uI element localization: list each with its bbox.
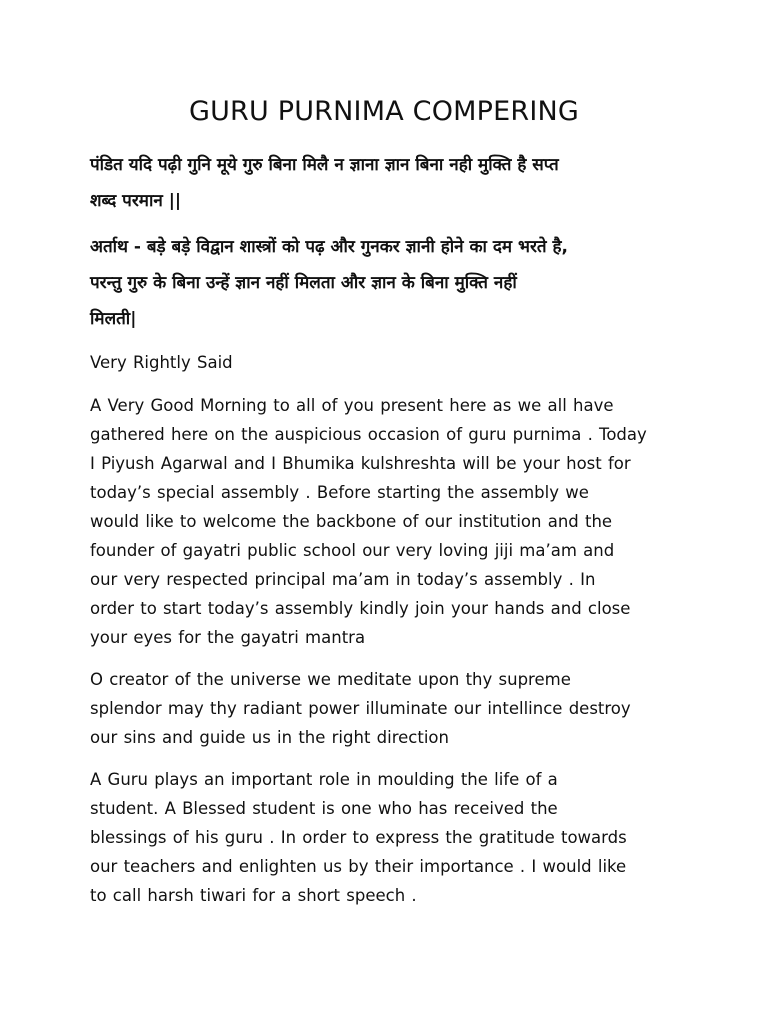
mantra-meaning-paragraph xyxy=(90,665,690,752)
paragraph-line: Very Rightly Said xyxy=(90,353,233,372)
guru-role-paragraph xyxy=(90,765,690,910)
paragraph-line: our sins and guide us in the right direction xyxy=(90,728,449,747)
paragraph-line: blessings of his guru . In order to express the gratitude towards xyxy=(90,828,627,847)
paragraph-line: would like to welcome the backbone of our institution and the xyxy=(90,512,613,531)
paragraph-line: I Piyush Agarwal and I Bhumika kulshreshta will be your host for xyxy=(90,454,631,473)
paragraph-line: to call harsh tiwari for a short speech . xyxy=(90,886,417,905)
paragraph-line: order to start today’s assembly kindly join your hands and close xyxy=(90,599,631,618)
hindi-meaning-paragraph xyxy=(90,229,690,337)
hindi-verse-paragraph xyxy=(90,147,690,219)
paragraph-line: शब्द परमान || xyxy=(90,191,182,211)
paragraph-line: our very respected principal ma’am in today’s assembly . In xyxy=(90,570,596,589)
welcome-paragraph xyxy=(90,391,690,652)
paragraph-line: परन्तु गुरु के बिना उन्हें ज्ञान नहीं मिलता और ज्ञान के बिना मुक्ति नहीं xyxy=(90,273,517,293)
paragraph-line: student. A Blessed student is one who has received the xyxy=(90,799,558,818)
paragraph-line: splendor may thy radiant power illuminate our intellince destroy xyxy=(90,699,631,718)
remark-paragraph xyxy=(90,348,690,377)
paragraph-line: founder of gayatri public school our very loving jiji ma’am and xyxy=(90,541,615,560)
paragraph-line: A Guru plays an important role in moulding the life of a xyxy=(90,770,558,789)
paragraph-line: today’s special assembly . Before starting the assembly we xyxy=(90,483,589,502)
paragraph-line: A Very Good Morning to all of you present here as we all have xyxy=(90,396,614,415)
paragraph-line: मिलती| xyxy=(90,309,137,329)
paragraph-line: our teachers and enlighten us by their importance . I would like xyxy=(90,857,627,876)
paragraph-line: अर्ताथ - बड़े बड़े विद्वान शास्त्रों को पढ़ और गुनकर ज्ञानी होने का दम भरते है, xyxy=(90,237,568,257)
paragraph-line: O creator of the universe we meditate upon thy supreme xyxy=(90,670,571,689)
paragraph-line: पंडित यदि पढ़ी गुनि मूये गुरु बिना मिलै न ज्ञाना ज्ञान बिना नही मुक्ति है सप्त xyxy=(90,155,559,175)
paragraph-line: your eyes for the gayatri mantra xyxy=(90,628,366,647)
document-title: GURU PURNIMA COMPERING xyxy=(188,96,580,127)
paragraph-line: gathered here on the auspicious occasion of guru purnima . Today xyxy=(90,425,647,444)
